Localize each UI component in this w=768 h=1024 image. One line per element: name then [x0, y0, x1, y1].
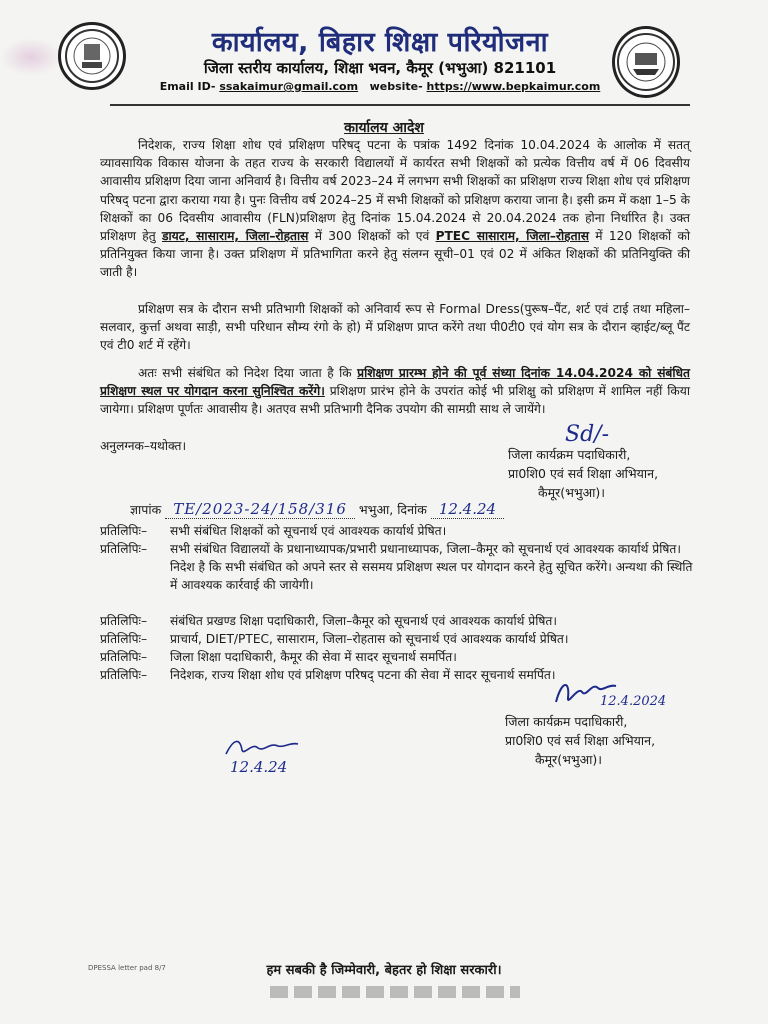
- signature-2-location: कैमूर(भभुआ)।: [535, 752, 603, 767]
- office-title: कार्यालय, बिहार शिक्षा परियोजना: [211, 27, 549, 58]
- signature-1-location: कैमूर(भभुआ)।: [538, 485, 606, 500]
- footer-slogan: हम सबकी है जिम्मेवारी, बेहतर हो शिक्षा सरकारी।: [266, 963, 502, 978]
- letterpad-code: DPESSA letter pad 8/7: [88, 964, 166, 972]
- copy-6-text: निदेशक, राज्य शिक्षा शोध एवं प्रशिक्षण परिषद् पटना की सेवा में सादर सूचनार्थ समर्पित।: [170, 668, 556, 682]
- para1-venue-ptec: PTEC सासाराम, जिला–रोहतास: [435, 229, 589, 244]
- signature-block-2: [505, 712, 655, 769]
- stamp-smudge: [0, 38, 62, 76]
- initials-date: 12.4.24: [230, 758, 288, 776]
- copy-3-text: संबंधित प्रखण्ड शिक्षा पदाधिकारी, जिला–कैमूर को सूचनार्थ एवं आवश्यक कार्यार्थ प्रेषित।: [170, 614, 557, 628]
- copy-1-text: सभी संबंधित शिक्षकों को सूचनार्थ एवं आवश्यक कार्यार्थ प्रेषित।: [170, 524, 447, 538]
- signature-2-designation: जिला कार्यक्रम पदाधिकारी,: [505, 714, 628, 729]
- signature-1-designation: जिला कार्यक्रम पदाधिकारी,: [508, 447, 631, 462]
- para1-venue-diet: डायट, सासाराम, जिला–रोहतास: [161, 229, 309, 244]
- memo-label: ज्ञापांक: [130, 502, 162, 517]
- office-address: जिला स्तरीय कार्यालय, शिक्षा भवन, कैमूर (भभुआ) 821101: [203, 59, 557, 77]
- header-divider: [110, 104, 690, 106]
- copy-6-label: प्रतिलिपिः–: [100, 668, 148, 682]
- email-link[interactable]: ssakaimur@gmail.com: [219, 80, 359, 93]
- memo-line: [130, 500, 504, 518]
- website-link[interactable]: https://www.bepkaimur.com: [426, 80, 601, 93]
- seal-icon: [615, 29, 677, 95]
- initials-scribble-icon: [222, 736, 302, 760]
- office-contact: [150, 80, 610, 93]
- para1-text-a: निदेशक, राज्य शिक्षा शोध एवं प्रशिक्षण परिषद् पटना के पत्रांक 1492 दिनांक 10.04.2024 के आलोक में सतत् व्यावसायिक विकास योजना के तहत राज्य के सरकारी विद्यालयों में कार्यरत सभी शिक्षकों को प्रत्येक वित्तीय वर्ष में 06 दिवसीय आवासीय प्रशिक्षण दिया जाना अनिवार्य है। वित्तीय वर्ष 2023–24 में लगभग सभी शिक्षकों का प्रशिक्षण राज्य शिक्षा शोध एवं प्रशिक्षण परिषद् पटना द्वारा कराया गया है। पुनः वित्तीय वर्ष 2024–25 में सभी शिक्षकों को प्रशिक्षण कराया जाना है। इसी क्रम में कक्षा 1–5 के शिक्षकों का 06 दिवसीय आवासीय (FLN)प्रशिक्षण हेतु दिनांक 15.04.2024 से 20.04.2024 तक होना निर्धारित है। उक्त प्रशिक्षण हेतु: [100, 138, 690, 244]
- emblem-icon: [64, 28, 120, 84]
- enclosure-note: अनुलग्नक–यथोक्त।: [100, 439, 187, 453]
- bihar-education-project-logo: [58, 22, 126, 90]
- copy-2-label: प्रतिलिपिः–: [100, 542, 148, 556]
- copy-5-text: जिला शिक्षा पदाधिकारी, कैमूर की सेवा में सादर सूचनार्थ समर्पित।: [170, 650, 457, 664]
- signature-2-date: 12.4.2024: [600, 694, 667, 709]
- memo-place: भभुआ, दिनांक: [358, 502, 427, 517]
- copy-2-text: सभी संबंधित विद्यालयों के प्रधानाध्यापक/प्रभारी प्रधानाध्यापक, जिला–कैमूर को सूचनार्थ एवं आवश्यक कार्यार्थ प्रेषित। निदेश है कि सभी संबंधित को अपने स्तर से ससमय प्रशिक्षण स्थल पर योगदान करने हेतु सूचित करेंगे। अन्यथा की स्थिति में आवश्यक कार्रवाई की जायेगी।: [170, 542, 693, 592]
- para1-text-c: में 300 शिक्षकों को एवं: [308, 229, 436, 244]
- copy-5-label: प्रतिलिपिः–: [100, 650, 148, 664]
- copy-1-label: प्रतिलिपिः–: [100, 524, 148, 538]
- signature-1-department: प्रा0शि0 एवं सर्व शिक्षा अभियान,: [508, 466, 659, 481]
- order-paragraph-1: [100, 136, 690, 282]
- copy-4-label: प्रतिलिपिः–: [100, 632, 148, 646]
- bottom-blurred-text: [270, 986, 520, 998]
- memo-number: TE/2023-24/158/316: [165, 500, 355, 519]
- para3-text-a: अतः सभी संबंधित को निदेश दिया जाता है कि: [138, 366, 358, 380]
- para1-text-d: में 120 शिक्षकों को प्रतिनियुक्त किया जाना है। उक्त प्रशिक्षण में प्रतिभागिता करने हेतु संलग्न सूची–01 एवं 02 में अंकित शिक्षकों की प्रतिनियुक्ति की जाती है।: [100, 229, 690, 280]
- memo-date: 12.4.24: [431, 500, 504, 519]
- email-label: Email ID-: [159, 80, 216, 93]
- copy-4-text: प्राचार्य, DIET/PTEC, सासाराम, जिला–रोहतास को सूचनार्थ एवं आवश्यक कार्यार्थ प्रेषित।: [170, 632, 569, 646]
- signature-block-1: [508, 445, 658, 502]
- para3-text-c: प्रशिक्षण प्रारंभ होने के उपरांत कोई भी प्रशिक्षु को प्रशिक्षण में शामिल नहीं किया जायेगा। प्रशिक्षण पूर्णतः आवासीय है। अतएव सभी प्रतिभागी दैनिक उपयोग की सामग्री साथ ले जायेंगे।: [100, 384, 690, 417]
- order-paragraph-3: [100, 364, 690, 419]
- copy-3-label: प्रतिलिपिः–: [100, 614, 148, 628]
- signature-1-handwritten: Sd/-: [565, 422, 609, 447]
- signature-2-department: प्रा0शि0 एवं सर्व शिक्षा अभियान,: [505, 733, 656, 748]
- order-title: कार्यालय आदेश: [344, 120, 424, 136]
- order-paragraph-2: प्रशिक्षण सत्र के दौरान सभी प्रतिभागी शिक्षकों को अनिवार्य रूप से Formal Dress(पुरूष–पैंट, शर्ट एवं टाई तथा महिला–सलवार, कुर्त्ता अथवा साड़ी, सभी परिधान सौम्य रंगो के हो) में प्रशिक्षण प्राप्त करेंगे तथा पी0टी0 एवं योग सत्र के दौरान व्हाईट/ब्लू पैंट एवं टी0 शर्ट में रहेंगे।: [100, 302, 690, 353]
- bihar-education-project-seal: [612, 26, 680, 98]
- para3-joining-instruction: प्रशिक्षण प्रारम्भ होने की पूर्व संध्या दिनांक 14.04.2024 को संबंधित प्रशिक्षण स्थल पर योगदान करना सुनिश्चित करेंगे।: [100, 366, 690, 399]
- website-label: website-: [369, 80, 423, 93]
